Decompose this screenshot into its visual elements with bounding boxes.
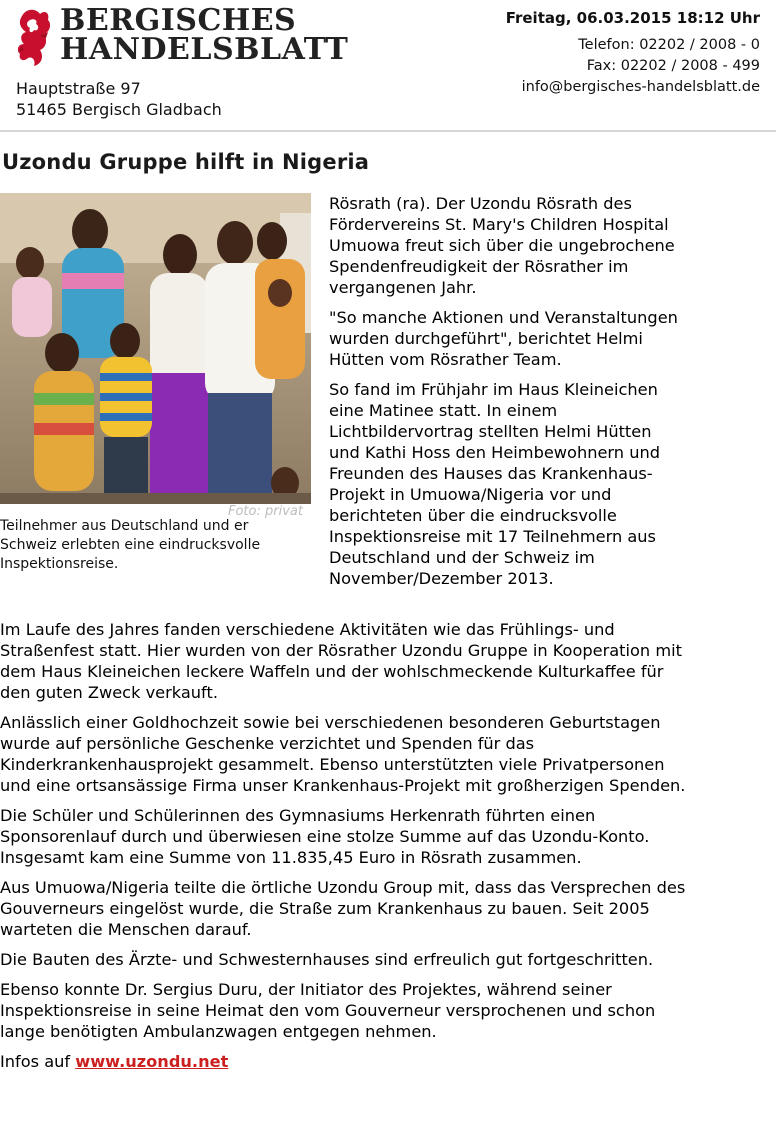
photo-caption: Teilnehmer aus Deutschland und er Schweiz erlebten eine eindrucksvolle Inspektionsreise. — [0, 518, 261, 572]
lion-crest-icon — [14, 6, 54, 68]
lead-paragraph-3: So fand im Frühjahr im Haus Kleineichen eine Matinee statt. In einem Lichtbildervortrag stellten Helmi Hütten und Kathi Hoss den Heimbewohnern und Freunden des Hauses das Krankenhaus-Projekt in Umuowa/Nigeria vor und berichteten über die eindrucksvolle Inspektionsreise mit 17 Teilnehmern aus Deutschland und der Schweiz im November/Dezember 2013. — [329, 380, 660, 588]
masthead-logo[interactable] — [14, 3, 354, 70]
header-divider — [0, 130, 776, 132]
body-paragraph-4: Insgesamt kam eine Summe von 11.835,45 Euro in Rösrath zusammen. — [0, 848, 582, 867]
lead-paragraph-1: Rösrath (ra). Der Uzondu Rösrath des Fördervereins St. Mary's Children Hospital Umuowa freut sich über die ungebrochene Spendenfreudigkeit der Rösrather im vergangenen Jahr. — [329, 194, 675, 297]
body-paragraph-7: Ebenso konnte Dr. Sergius Duru, der Initiator des Projektes, während seiner Inspektionsreise in seine Heimat den vom Gouverneur versprochenen und schon lange benötigten Ambulanzwagen entgegen nehmen. — [0, 980, 656, 1041]
phone-number: Telefon: 02202 / 2008 - 0 — [578, 37, 760, 53]
address-street: Hauptstraße 97 — [16, 79, 141, 98]
publish-datetime: Freitag, 06.03.2015 18:12 Uhr — [505, 9, 760, 27]
address-city: 51465 Bergisch Gladbach — [16, 100, 222, 119]
body-paragraph-3: Die Schüler und Schülerinnen des Gymnasiums Herkenrath führten einen Sponsorenlauf durch und überwiesen eine stolze Summe auf das Uzondu-Konto. — [0, 806, 650, 846]
publisher-address — [16, 78, 222, 120]
info-prefix: Infos auf — [0, 1052, 71, 1071]
fax-number: Fax: 02202 / 2008 - 499 — [586, 58, 760, 74]
contact-block — [506, 8, 760, 98]
article-lead-column — [329, 193, 679, 598]
photo-credit: Foto: privat — [228, 504, 303, 519]
article-photo — [0, 193, 311, 504]
article-body — [0, 619, 690, 1081]
article-title: Uzondu Gruppe hilft in Nigeria — [2, 150, 370, 174]
masthead-line-2: HANDELSBLATT — [60, 32, 349, 67]
masthead-line-1: BERGISCHES — [60, 3, 297, 38]
email-link[interactable]: info@bergisches-handelsblatt.de — [521, 79, 760, 95]
body-paragraph-1: Im Laufe des Jahres fanden verschiedene Aktivitäten wie das Frühlings- und Straßenfest statt. Hier wurden von der Rösrather Uzondu Gruppe in Kooperation mit dem Haus Kleineichen leckere Waffeln und der wohlschmeckende Kulturkaffee für den guten Zweck verkauft. — [0, 620, 682, 702]
body-paragraph-5: Aus Umuowa/Nigeria teilte die örtliche Uzondu Group mit, dass das Versprechen des Gouverneurs eingelöst wurde, die Straße zum Krankenhaus zu bauen. Seit 2005 warteten die Menschen darauf. — [0, 878, 686, 939]
body-paragraph-2: Anlässlich einer Goldhochzeit sowie bei verschiedenen besonderen Geburtstagen wurde auf persönliche Geschenke verzichtet und Spenden für das Kinderkrankenhausprojekt gesammelt. Ebenso unterstützten viele Privatpersonen und eine ortsansässige Firma unser Krankenhaus-Projekt mit großherzigen Spenden. — [0, 713, 686, 795]
website-link[interactable]: www.uzondu.net — [75, 1052, 229, 1071]
lead-paragraph-2: "So manche Aktionen und Veranstaltungen wurden durchgeführt", berichtet Helmi Hütten vom Rösrather Team. — [329, 308, 678, 369]
body-paragraph-6: Die Bauten des Ärzte- und Schwesternhauses sind erfreulich gut fortgeschritten. — [0, 950, 654, 969]
info-line — [0, 1051, 690, 1072]
